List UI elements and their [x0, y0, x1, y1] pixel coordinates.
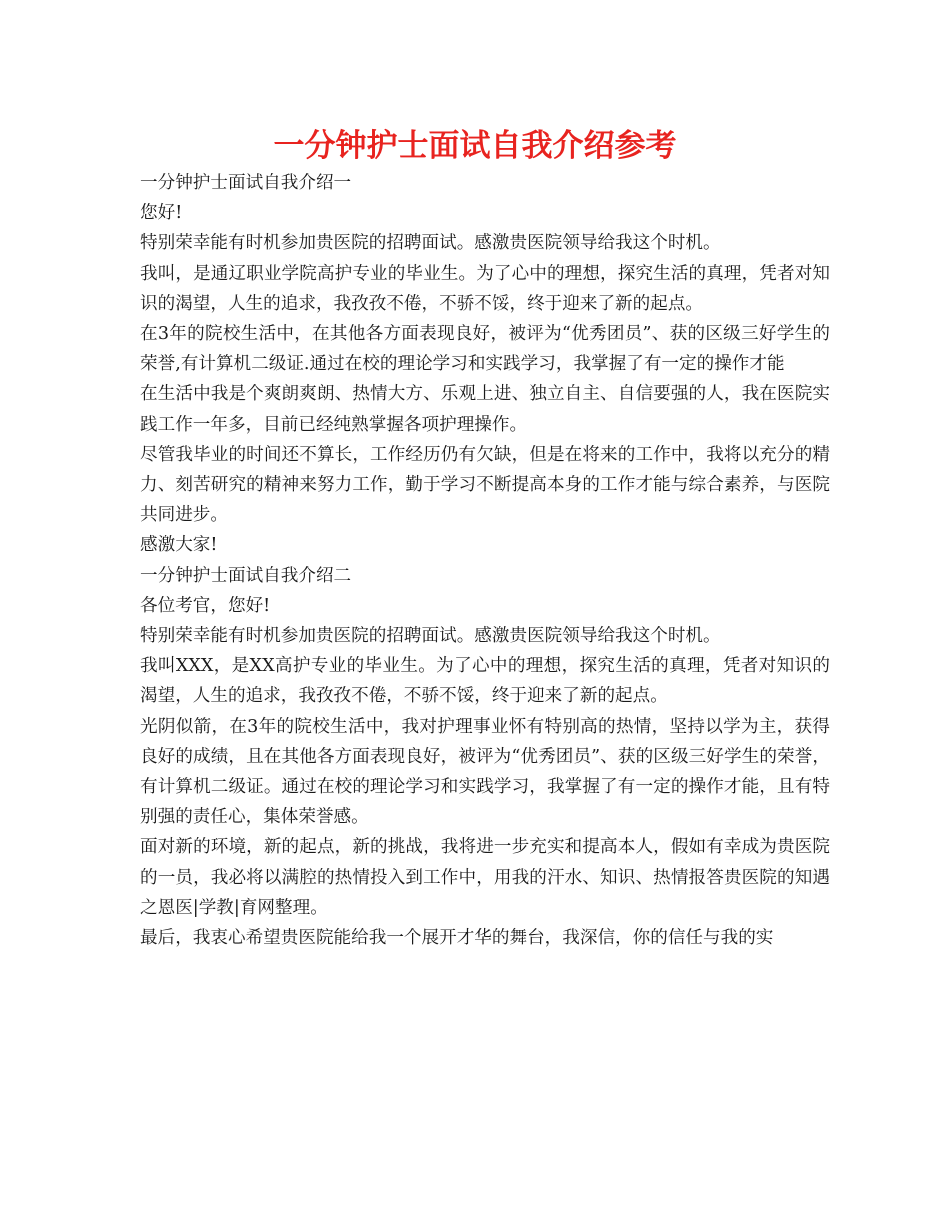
- paragraph: 特别荣幸能有时机参加贵医院的招聘面试。感激贵医院领导给我这个时机。: [140, 233, 721, 254]
- paragraph: 特别荣幸能有时机参加贵医院的招聘面试。感激贵医院领导给我这个时机。: [140, 626, 721, 647]
- section-heading-1: 一分钟护士面试自我介绍一: [140, 173, 352, 193]
- paragraph: 光阴似箭，在3年的院校生活中，我对护理事业怀有特别高的热情，坚持以学为主，获得良好的成绩，且在其他各方面表现良好，被评为“优秀团员”、获的区级三好学生的荣誉，有计算机二级证。通过在校的理论学习和实践学习，我掌握了有一定的操作才能，且有特别强的责任心，集体荣誉感。: [140, 716, 830, 828]
- document-title: 一分钟护士面试自我介绍参考: [273, 128, 677, 164]
- paragraph: 面对新的环境，新的起点，新的挑战，我将进一步充实和提高本人，假如有幸成为贵医院的一员，我必将以满腔的热情投入到工作中，用我的汗水、知识、热情报答贵医院的知遇之恩医|学教|育网整理。: [140, 837, 830, 918]
- greeting-2: 各位考官，您好!: [140, 595, 271, 616]
- paragraph: 在生活中我是个爽朗爽朗、热情大方、乐观上进、独立自主、自信要强的人，我在医院实践工作一年多，目前已经纯熟掌握各项护理操作。: [140, 384, 830, 435]
- section-heading-2: 一分钟护士面试自我介绍二: [140, 565, 352, 586]
- paragraph: 尽管我毕业的时间还不算长，工作经历仍有欠缺，但是在将来的工作中，我将以充分的精力、刻苦研究的精神来努力工作，勤于学习不断提高本身的工作才能与综合素养，与医院共同进步。: [140, 444, 830, 526]
- paragraph: 最后，我衷心希望贵医院能给我一个展开才华的舞台，我深信，你的信任与我的实: [140, 928, 774, 949]
- greeting-1: 您好!: [140, 203, 183, 224]
- closing-1: 感激大家!: [140, 535, 218, 556]
- document-body: [140, 168, 830, 953]
- paragraph: 我叫，是通辽职业学院高护专业的毕业生。为了心中的理想，探究生活的真理，凭者对知识的渴望，人生的追求，我孜孜不倦，不骄不馁，终于迎来了新的起点。: [140, 263, 830, 314]
- paragraph: 我叫XXX，是XX高护专业的毕业生。为了心中的理想，探究生活的真理，凭者对知识的渴望，人生的追求，我孜孜不倦，不骄不馁，终于迎来了新的起点。: [140, 656, 830, 707]
- paragraph: 在3年的院校生活中，在其他各方面表现良好，被评为“优秀团员”、获的区级三好学生的荣誉,有计算机二级证.通过在校的理论学习和实践学习，我掌握了有一定的操作才能: [140, 324, 830, 375]
